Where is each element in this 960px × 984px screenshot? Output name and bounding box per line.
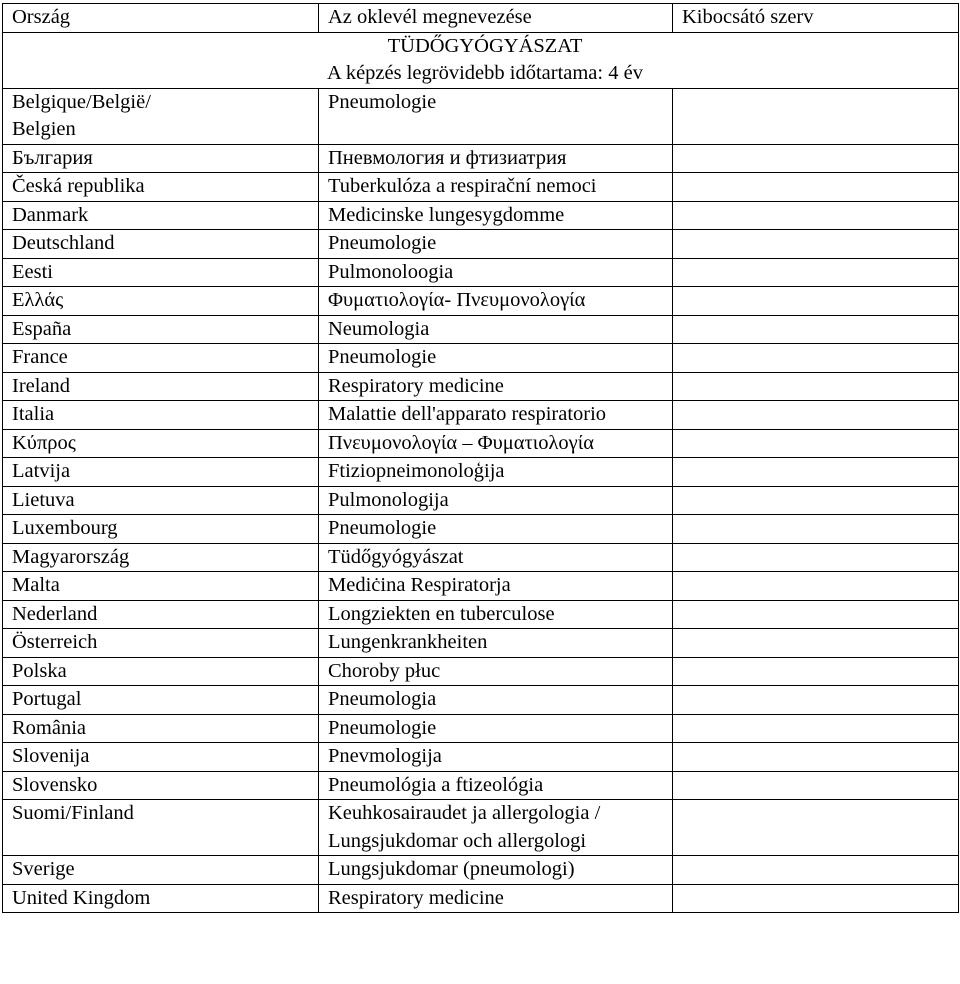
table-row bbox=[3, 230, 959, 259]
diploma-name-cell bbox=[319, 515, 673, 544]
country-cell bbox=[3, 856, 319, 885]
country-cell bbox=[3, 800, 319, 856]
diploma-name-text: Longziekten en tuberculose bbox=[328, 602, 555, 625]
table-row bbox=[3, 884, 959, 913]
table-row bbox=[3, 401, 959, 430]
diploma-name-cell bbox=[319, 458, 673, 487]
table-row bbox=[3, 287, 959, 316]
country-cell bbox=[3, 884, 319, 913]
diploma-name-cell bbox=[319, 856, 673, 885]
country-cell bbox=[3, 401, 319, 430]
diploma-name-text: Tuberkulóza a respirační nemoci bbox=[328, 175, 597, 197]
country-text: Κύπρος bbox=[12, 431, 76, 454]
country-cell bbox=[3, 657, 319, 686]
country-cell bbox=[3, 201, 319, 230]
table-row bbox=[3, 344, 959, 373]
diploma-name-text: Pneumologie bbox=[328, 232, 437, 254]
country-text: Italia bbox=[12, 403, 55, 425]
table-row bbox=[3, 600, 959, 629]
table-row bbox=[3, 686, 959, 715]
country-cell bbox=[3, 458, 319, 487]
country-text: Ελλάς bbox=[12, 289, 64, 311]
diploma-name-text: Choroby płuc bbox=[328, 659, 441, 682]
diploma-name-text: Пневмология и фтизиатрия bbox=[328, 146, 567, 169]
issuing-body-cell bbox=[673, 458, 959, 487]
diploma-name-cell bbox=[319, 429, 673, 458]
issuing-body-cell bbox=[673, 600, 959, 629]
table-row bbox=[3, 315, 959, 344]
country-cell bbox=[3, 230, 319, 259]
country-text: Belgique/België/ Belgien bbox=[12, 90, 151, 140]
diploma-name-cell bbox=[319, 486, 673, 515]
issuing-body-cell bbox=[673, 572, 959, 601]
diploma-name-cell bbox=[319, 372, 673, 401]
country-text: Slovensko bbox=[12, 773, 98, 796]
diploma-name-cell bbox=[319, 344, 673, 373]
diploma-name-text: Pneumologie bbox=[328, 90, 437, 113]
table-row bbox=[3, 201, 959, 230]
issuing-body-cell bbox=[673, 543, 959, 572]
diploma-name-cell bbox=[319, 714, 673, 743]
country-text: Eesti bbox=[12, 260, 53, 283]
country-cell bbox=[3, 88, 319, 144]
diploma-name-cell bbox=[319, 144, 673, 173]
diploma-name-text: Neumologia bbox=[328, 317, 430, 340]
diploma-name-cell bbox=[319, 600, 673, 629]
country-cell bbox=[3, 686, 319, 715]
issuing-body-cell bbox=[673, 800, 959, 856]
diploma-name-text: Pulmonologija bbox=[328, 488, 449, 511]
issuing-body-cell bbox=[673, 686, 959, 715]
country-cell bbox=[3, 144, 319, 173]
issuing-body-cell bbox=[673, 771, 959, 800]
issuing-body-cell bbox=[673, 401, 959, 430]
diploma-name-cell bbox=[319, 629, 673, 658]
issuing-body-cell bbox=[673, 315, 959, 344]
country-cell bbox=[3, 429, 319, 458]
diploma-name-text: Lungsjukdomar (pneumologi) bbox=[328, 858, 575, 880]
country-text: Luxembourg bbox=[12, 517, 118, 539]
country-text: Latvija bbox=[12, 460, 71, 482]
country-cell bbox=[3, 714, 319, 743]
diploma-name-cell bbox=[319, 315, 673, 344]
country-text: Österreich bbox=[12, 631, 98, 653]
diploma-name-text: Πνευμονολογία – Φυματιολογία bbox=[328, 431, 594, 454]
issuing-body-cell bbox=[673, 884, 959, 913]
table-row bbox=[3, 258, 959, 287]
diploma-name-cell bbox=[319, 743, 673, 772]
diploma-name-text: Keuhkosairaudet ja allergologia / Lungsjukdomar och allergologi bbox=[328, 802, 601, 852]
section-heading bbox=[3, 32, 959, 88]
diploma-name-text: Pneumologie bbox=[328, 716, 437, 739]
country-text: Ireland bbox=[12, 374, 71, 397]
table-row bbox=[3, 429, 959, 458]
country-text: Suomi/Finland bbox=[12, 802, 134, 824]
country-text: Lietuva bbox=[12, 488, 75, 511]
country-text: България bbox=[12, 146, 93, 169]
issuing-body-cell bbox=[673, 201, 959, 230]
issuing-body-cell bbox=[673, 429, 959, 458]
country-cell bbox=[3, 543, 319, 572]
issuing-body-cell bbox=[673, 88, 959, 144]
diploma-name-text: Pneumológia a ftizeológia bbox=[328, 773, 544, 796]
diploma-name-text: Pneumologia bbox=[328, 688, 437, 710]
diploma-name-text: Pneumologie bbox=[328, 517, 437, 539]
table-row bbox=[3, 856, 959, 885]
diploma-name-text: Tüdőgyógyászat bbox=[328, 545, 464, 568]
country-text: Sverige bbox=[12, 858, 75, 880]
table-row bbox=[3, 458, 959, 487]
table-row bbox=[3, 486, 959, 515]
table-row bbox=[3, 515, 959, 544]
country-text: Polska bbox=[12, 659, 67, 682]
country-text: Nederland bbox=[12, 602, 98, 625]
country-text: Danmark bbox=[12, 203, 89, 226]
country-cell bbox=[3, 771, 319, 800]
diploma-name-cell bbox=[319, 543, 673, 572]
country-text: Slovenija bbox=[12, 745, 90, 767]
diploma-name-cell bbox=[319, 258, 673, 287]
country-cell bbox=[3, 743, 319, 772]
section-title: TÜDŐGYÓGYÁSZAT bbox=[387, 34, 583, 57]
section-row bbox=[3, 32, 959, 88]
country-text: España bbox=[12, 317, 72, 340]
table-row bbox=[3, 572, 959, 601]
table-row bbox=[3, 714, 959, 743]
diploma-name-cell bbox=[319, 173, 673, 202]
diploma-name-text: Medicinske lungesygdomme bbox=[328, 203, 565, 226]
diploma-name-cell bbox=[319, 657, 673, 686]
table-row bbox=[3, 800, 959, 856]
diploma-name-text: Lungenkrankheiten bbox=[328, 631, 488, 653]
table-row bbox=[3, 88, 959, 144]
table-row bbox=[3, 144, 959, 173]
table-row bbox=[3, 173, 959, 202]
country-text: Česká republika bbox=[12, 175, 145, 197]
header-diploma-name: Az oklevél megnevezése bbox=[319, 4, 673, 33]
table-row bbox=[3, 372, 959, 401]
diploma-name-text: Malattie dell'apparato respiratorio bbox=[328, 403, 607, 425]
issuing-body-cell bbox=[673, 287, 959, 316]
country-text: Magyarország bbox=[12, 545, 130, 568]
country-text: România bbox=[12, 716, 87, 739]
issuing-body-cell bbox=[673, 486, 959, 515]
country-text: United Kingdom bbox=[12, 886, 151, 909]
country-cell bbox=[3, 287, 319, 316]
country-text: France bbox=[12, 346, 68, 368]
diploma-name-cell bbox=[319, 88, 673, 144]
header-issuing-body: Kibocsátó szerv bbox=[673, 4, 959, 33]
diploma-name-cell bbox=[319, 771, 673, 800]
header-row bbox=[3, 4, 959, 33]
country-text: Malta bbox=[12, 574, 60, 596]
country-cell bbox=[3, 629, 319, 658]
diploma-name-text: Φυματιολογία- Πνευμονολογία bbox=[328, 289, 586, 311]
table-row bbox=[3, 629, 959, 658]
diploma-name-cell bbox=[319, 686, 673, 715]
country-cell bbox=[3, 572, 319, 601]
diploma-name-text: Respiratory medicine bbox=[328, 886, 504, 909]
section-subtitle: A képzés legrövidebb időtartama: 4 év bbox=[327, 62, 643, 84]
diploma-name-cell bbox=[319, 884, 673, 913]
issuing-body-cell bbox=[673, 344, 959, 373]
country-cell bbox=[3, 173, 319, 202]
issuing-body-cell bbox=[673, 743, 959, 772]
diploma-name-cell bbox=[319, 572, 673, 601]
diploma-name-text: Pnevmologija bbox=[328, 745, 442, 767]
issuing-body-cell bbox=[673, 714, 959, 743]
issuing-body-cell bbox=[673, 258, 959, 287]
country-cell bbox=[3, 372, 319, 401]
diploma-table bbox=[2, 3, 959, 913]
country-cell bbox=[3, 258, 319, 287]
issuing-body-cell bbox=[673, 856, 959, 885]
diploma-name-cell bbox=[319, 230, 673, 259]
diploma-name-text: Ftiziopneimonoloģija bbox=[328, 460, 505, 482]
country-cell bbox=[3, 600, 319, 629]
issuing-body-cell bbox=[673, 372, 959, 401]
table-row bbox=[3, 543, 959, 572]
country-cell bbox=[3, 486, 319, 515]
table-row bbox=[3, 743, 959, 772]
diploma-name-text: Respiratory medicine bbox=[328, 374, 504, 397]
country-cell bbox=[3, 344, 319, 373]
issuing-body-cell bbox=[673, 657, 959, 686]
country-cell bbox=[3, 315, 319, 344]
diploma-name-text: Pulmonoloogia bbox=[328, 260, 454, 283]
diploma-name-cell bbox=[319, 800, 673, 856]
country-cell bbox=[3, 515, 319, 544]
diploma-name-text: Pneumologie bbox=[328, 346, 437, 368]
issuing-body-cell bbox=[673, 230, 959, 259]
diploma-name-text: Mediċina Respiratorja bbox=[328, 574, 511, 596]
table-row bbox=[3, 771, 959, 800]
issuing-body-cell bbox=[673, 173, 959, 202]
table-row bbox=[3, 657, 959, 686]
country-text: Deutschland bbox=[12, 232, 115, 254]
issuing-body-cell bbox=[673, 515, 959, 544]
issuing-body-cell bbox=[673, 144, 959, 173]
diploma-name-cell bbox=[319, 287, 673, 316]
diploma-name-cell bbox=[319, 401, 673, 430]
issuing-body-cell bbox=[673, 629, 959, 658]
header-country: Ország bbox=[3, 4, 319, 33]
country-text: Portugal bbox=[12, 688, 82, 710]
diploma-name-cell bbox=[319, 201, 673, 230]
